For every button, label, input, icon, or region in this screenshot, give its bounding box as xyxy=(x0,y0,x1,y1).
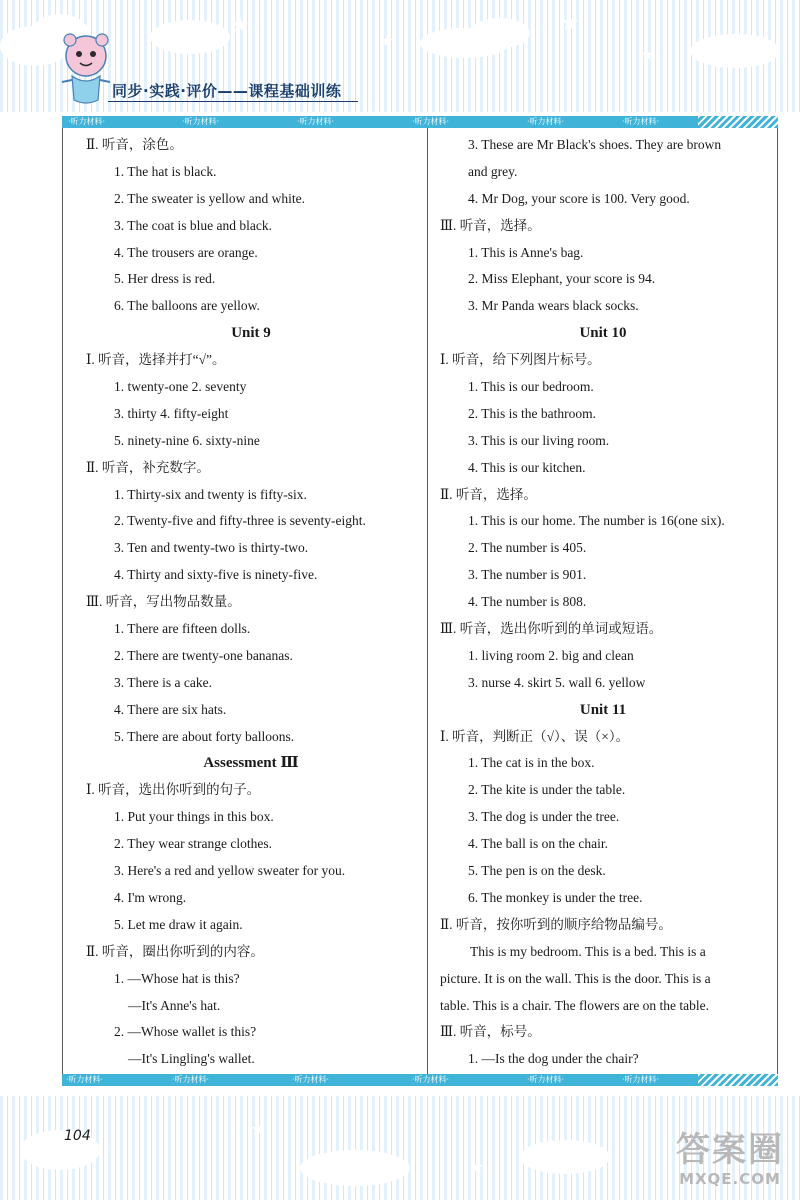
text-line: 5. Let me draw it again. xyxy=(114,916,243,932)
text-line: 3. The dog is under the tree. xyxy=(468,809,620,825)
text-line: 3. thirty 4. fifty-eight xyxy=(114,405,229,421)
text-line: 5. There are about forty balloons. xyxy=(114,728,295,744)
text-line: 1. The cat is in the box. xyxy=(468,755,595,771)
left-column xyxy=(86,132,416,1073)
text-line: table. This is a chair. The flowers are on the table. xyxy=(440,997,710,1013)
text-line: 2. The kite is under the table. xyxy=(468,782,626,798)
right-column xyxy=(440,132,766,1073)
section-instruction: Ⅱ. 听音，选择。 xyxy=(440,486,537,502)
text-line: 6. The monkey is under the tree. xyxy=(468,889,643,905)
unit-heading: Assessment Ⅲ xyxy=(203,755,299,772)
unit-heading: Unit 10 xyxy=(579,325,627,342)
cloud-decoration xyxy=(520,1140,610,1174)
text-line: 1. twenty-one 2. seventy xyxy=(114,379,247,395)
section-instruction: Ⅰ. 听音，选出你听到的句子。 xyxy=(86,782,261,798)
text-line: 2. They wear strange clothes. xyxy=(114,836,272,852)
header-title: 同步·实践·评价——课程基础训练 xyxy=(112,82,342,100)
text-line: 4. This is our kitchen. xyxy=(468,459,586,475)
text-line: 1. This is our bedroom. xyxy=(468,379,594,395)
text-line: 2. This is the bathroom. xyxy=(468,405,596,421)
text-line: 3. This is our living room. xyxy=(468,432,610,448)
text-line: 1. The hat is black. xyxy=(114,163,217,179)
page-number: 104 xyxy=(64,1128,91,1144)
watermark-text: 答案圈 xyxy=(676,1130,784,1170)
text-line: 1. living room 2. big and clean xyxy=(468,647,634,663)
text-line: 1. —Whose hat is this? xyxy=(114,970,240,986)
section-instruction: Ⅰ. 听音，给下列图片标号。 xyxy=(440,352,601,368)
cloud-decoration xyxy=(300,1150,410,1186)
star-icon: ★ xyxy=(560,10,580,35)
text-line: 1. Thirty-six and twenty is fifty-six. xyxy=(114,486,307,502)
text-line: 4. Mr Dog, your score is 100. Very good. xyxy=(468,190,690,206)
text-line: 2. The sweater is yellow and white. xyxy=(114,190,305,206)
top-band xyxy=(62,116,778,128)
text-line: 4. The number is 808. xyxy=(468,594,587,610)
header-underline xyxy=(108,101,358,102)
text-line: 3. These are Mr Black's shoes. They are brown xyxy=(468,137,722,152)
band-label: ·听力材料· xyxy=(412,1075,450,1084)
section-instruction: Ⅱ. 听音，涂色。 xyxy=(86,137,183,152)
text-line: 3. Here's a red and yellow sweater for you. xyxy=(114,863,346,879)
text-line: 1. This is Anne's bag. xyxy=(468,244,584,260)
band-hatch xyxy=(698,116,778,128)
text-line: 6. The balloons are yellow. xyxy=(114,298,260,314)
text-line: 1. Put your things in this box. xyxy=(114,809,274,825)
section-instruction: Ⅲ. 听音，写出物品数量。 xyxy=(86,594,241,610)
text-line: 4. The trousers are orange. xyxy=(114,244,258,260)
section-instruction: Ⅲ. 听音，标号。 xyxy=(440,1024,541,1040)
text-line: 3. The coat is blue and black. xyxy=(114,217,272,233)
text-line: 2. —Whose wallet is this? xyxy=(114,1024,257,1040)
band-label: ·听力材料· xyxy=(292,1075,330,1084)
text-line: 3. Mr Panda wears black socks. xyxy=(468,298,639,314)
section-instruction: Ⅱ. 听音，按你听到的顺序给物品编号。 xyxy=(440,916,672,932)
text-line: 3. Ten and twenty-two is thirty-two. xyxy=(114,540,309,556)
section-instruction: Ⅰ. 听音，选择并打“√”。 xyxy=(86,352,226,368)
text-line: 2. There are twenty-one bananas. xyxy=(114,647,293,663)
text-line: 4. There are six hats. xyxy=(114,701,227,717)
text-line: This is my bedroom. This is a bed. This is a xyxy=(470,943,706,959)
text-line: —It's Lingling's wallet. xyxy=(128,1051,255,1067)
bottom-band xyxy=(62,1074,778,1086)
text-line: —It's Anne's hat. xyxy=(128,997,221,1013)
text-line: 1. This is our home. The number is 16(one six). xyxy=(468,513,725,529)
band-label: ·听力材料· xyxy=(182,117,220,126)
band-label: ·听力材料· xyxy=(412,117,450,126)
band-label: ·听力材料· xyxy=(527,117,565,126)
star-icon: ★ xyxy=(230,12,250,37)
text-line: 1. —Is the dog under the chair? xyxy=(468,1051,639,1067)
band-label: ·听力材料· xyxy=(68,117,106,126)
text-line: 2. The number is 405. xyxy=(468,540,587,556)
band-label: ·听力材料· xyxy=(66,1075,104,1084)
text-line: 3. There is a cake. xyxy=(114,674,212,690)
unit-heading: Unit 9 xyxy=(231,325,271,342)
mascot-icon xyxy=(56,30,116,114)
section-instruction: Ⅲ. 听音，选择。 xyxy=(440,217,541,233)
star-icon: ★ xyxy=(380,33,395,50)
text-line: and grey. xyxy=(468,163,518,179)
text-line: picture. It is on the wall. This is the door. This is a xyxy=(440,970,711,986)
cloud-decoration xyxy=(150,20,230,54)
band-hatch xyxy=(698,1074,778,1086)
section-instruction: Ⅲ. 听音，选出你听到的单词或短语。 xyxy=(440,621,663,637)
star-icon: ★ xyxy=(640,47,655,64)
watermark-logo xyxy=(660,1130,800,1196)
star-icon: ★ xyxy=(250,1119,267,1139)
section-instruction: Ⅰ. 听音，判断正（√）、误（×）。 xyxy=(440,728,630,744)
text-line: 4. Thirty and sixty-five is ninety-five. xyxy=(114,567,318,583)
text-line: 4. The ball is on the chair. xyxy=(468,836,608,852)
text-line: 2. Miss Elephant, your score is 94. xyxy=(468,271,656,287)
band-label: ·听力材料· xyxy=(297,117,335,126)
section-instruction: Ⅱ. 听音，圈出你听到的内容。 xyxy=(86,943,264,959)
text-line: 3. The number is 901. xyxy=(468,567,587,583)
text-line: 5. The pen is on the desk. xyxy=(468,863,606,879)
band-label: ·听力材料· xyxy=(622,117,660,126)
band-label: ·听力材料· xyxy=(172,1075,210,1084)
text-line: 5. Her dress is red. xyxy=(114,271,216,287)
column-divider xyxy=(427,128,428,1074)
text-line: 4. I'm wrong. xyxy=(114,889,187,905)
star-icon: ★ xyxy=(470,1159,485,1176)
text-line: 5. ninety-nine 6. sixty-nine xyxy=(114,432,260,448)
band-label: ·听力材料· xyxy=(622,1075,660,1084)
cloud-decoration xyxy=(690,34,780,68)
band-label: ·听力材料· xyxy=(527,1075,565,1084)
section-instruction: Ⅱ. 听音，补充数字。 xyxy=(86,459,210,475)
text-line: 2. Twenty-five and fifty-three is seventy-eight. xyxy=(114,513,366,529)
watermark-url: MXQE.COM xyxy=(679,1170,781,1188)
text-line: 3. nurse 4. skirt 5. wall 6. yellow xyxy=(468,674,646,690)
unit-heading: Unit 11 xyxy=(579,701,627,718)
cloud-decoration xyxy=(470,18,530,48)
text-line: 1. There are fifteen dolls. xyxy=(114,621,251,637)
